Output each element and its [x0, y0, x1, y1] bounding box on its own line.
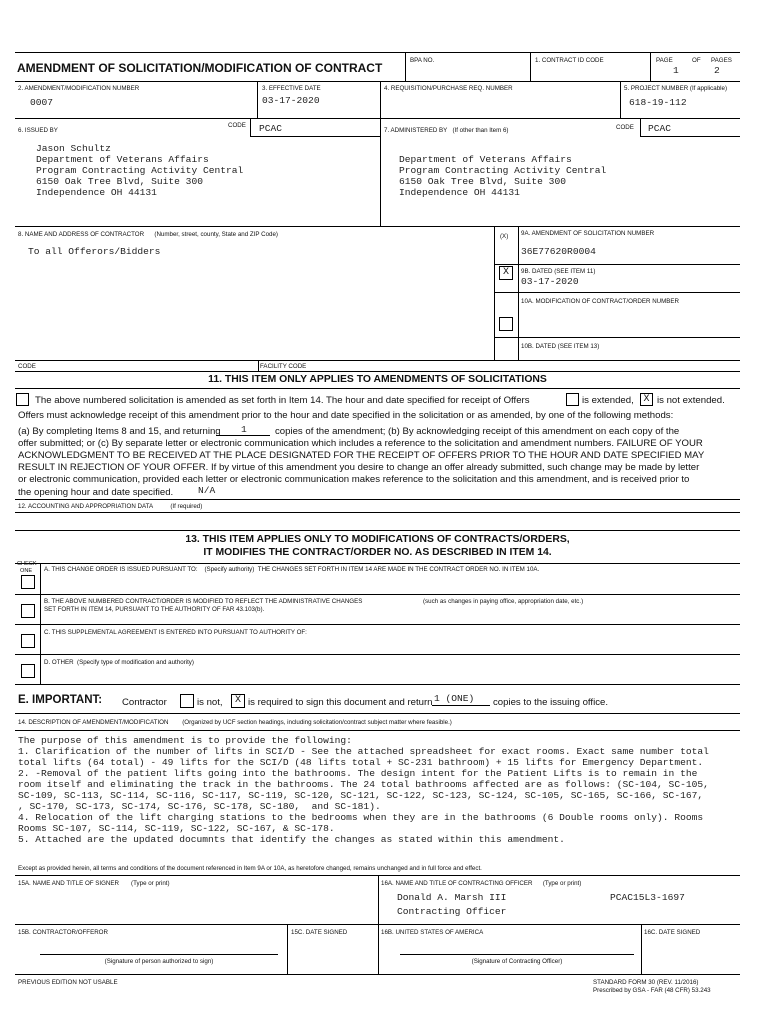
address-line: Department of Veterans Affairs: [399, 154, 572, 165]
administered-by-address: [399, 154, 606, 198]
accounting-value: N/A: [198, 485, 216, 496]
accounting-label-note: (If required): [170, 503, 203, 510]
amendment-number: 0007: [30, 97, 54, 108]
option-b-text-1: B. THE ABOVE NUMBERED CONTRACT/ORDER IS MODIFIED TO REFLECT THE ADMINISTRATIVE CHANGES: [44, 598, 363, 605]
accounting-label: [18, 503, 202, 510]
item11-line5: ACKNOWLEDGMENT TO BE RECEIVED AT THE PLACE DESIGNATED FOR THE RECEIPT OF OFFERS PRIOR TO THE HOUR AND DATE SPECIFIED MAY: [18, 450, 705, 461]
check-one-label-2: ONE: [20, 568, 33, 574]
signer-name-label-text: 15A. NAME AND TITLE OF SIGNER: [18, 880, 119, 887]
description-line: 2. -Removal of the patient lifts going into the bathrooms. The design intent for the Patient Lifts is to remain in the: [18, 768, 698, 779]
issued-by-label: 6. ISSUED BY: [18, 127, 58, 134]
modification-10a-checkbox[interactable]: [499, 317, 513, 331]
administered-by-label: [384, 127, 509, 134]
contractor-label: [18, 231, 278, 238]
dated-9b-checkbox[interactable]: X: [499, 266, 513, 280]
effective-date-label: 3. EFFECTIVE DATE: [262, 85, 321, 92]
description-line: 1. Clarification of the number of lifts in SCI/D - See the attached spreadsheet for exact rooms. Exact same number total: [18, 746, 709, 757]
accounting-label-text: 12. ACCOUNTING AND APPROPRIATION DATA: [18, 503, 154, 510]
issued-by-address: [36, 143, 243, 198]
contractor-date-label: 15C. DATE SIGNED: [291, 929, 348, 936]
item11-line3b: copies of the amendment; (b) By acknowledging receipt of this amendment on each copy of the: [275, 426, 680, 437]
address-line: Program Contracting Activity Central: [36, 165, 244, 176]
option-a-label: A. THIS CHANGE ORDER IS ISSUED PURSUANT TO:: [44, 566, 198, 573]
officer-signature-line[interactable]: [400, 954, 634, 955]
except-text: Except as provided herein, all terms and conditions of the document referenced in Item 9A or 10A, as heretofore changed, remains unchanged and in full force and effect.: [18, 865, 482, 872]
of-label: OF: [692, 57, 701, 64]
amendment-number-label: 2. AMENDMENT/MODIFICATION NUMBER: [18, 85, 140, 92]
administered-by-note: (If other than Item 6): [452, 127, 509, 134]
bpa-no-label: BPA NO.: [410, 57, 435, 64]
important-contractor: Contractor: [122, 697, 167, 708]
solicitation-amendment-label: 9A. AMENDMENT OF SOLICITATION NUMBER: [521, 230, 655, 237]
description-line: 4. Relocation of the lift charging stations to the bedrooms when they are in the bathrooms (6 Double rooms only). Rooms: [18, 812, 704, 823]
important-label: E. IMPORTANT:: [18, 694, 103, 706]
prescribed-by-label: Prescribed by GSA - FAR (48 CFR) 53.243: [593, 987, 711, 994]
contractor-signature-caption: (Signature of person authorized to sign): [104, 958, 214, 965]
contractor-offeror-label: 15B. CONTRACTOR/OFFEROR: [18, 929, 108, 936]
item13-heading-2: IT MODIFIES THE CONTRACT/ORDER NO. AS DESCRIBED IN ITEM 14.: [203, 547, 552, 558]
description-body: [18, 735, 709, 845]
copies-issuing-office: copies to the issuing office.: [493, 697, 609, 708]
check-one-label-1: CHECK: [17, 561, 37, 567]
not-extended-label: is not extended.: [657, 395, 725, 406]
item11-line6: RESULT IN REJECTION OF YOUR OFFER. If by virtue of this amendment you desire to change an offer already submitted, such change may be made by letter: [18, 462, 700, 473]
requisition-label: 4. REQUISITION/PURCHASE REQ. NUMBER: [384, 85, 513, 92]
project-number: 618-19-112: [629, 97, 687, 108]
is-not-label: is not,: [197, 697, 223, 708]
contractor-label-text: 8. NAME AND ADDRESS OF CONTRACTOR: [18, 231, 145, 238]
item11-line2: Offers must acknowledge receipt of this amendment prior to the hour and date specified in the solicitation or as amended, by one of the following methods:: [18, 410, 674, 421]
dated-9b-label: 9B. DATED (SEE ITEM 11): [521, 268, 596, 275]
option-b-text-2: SET FORTH IN ITEM 14, PURSUANT TO THE AUTHORITY OF FAR 43.103(b).: [44, 606, 265, 613]
pages-label: PAGES: [711, 57, 732, 64]
option-b-checkbox[interactable]: [21, 604, 35, 618]
description-line: total lifts (64 total) - 49 lifts for the SCI/D (48 lifts total + SC-231 bathroom) + 15 lifts for Emergency Department.: [18, 757, 704, 768]
form-title: AMENDMENT OF SOLICITATION/MODIFICATION OF CONTRACT: [17, 61, 383, 75]
pages-number: 2: [714, 65, 720, 76]
facility-code-label: FACILITY CODE: [260, 363, 307, 370]
contractor-signature-line[interactable]: [40, 954, 278, 955]
option-a-text: [44, 566, 539, 573]
return-copies: 1 (ONE): [434, 693, 475, 704]
is-extended-checkbox[interactable]: [566, 393, 579, 406]
address-line: 6150 Oak Tree Blvd, Suite 300: [36, 176, 203, 187]
previous-edition-note: PREVIOUS EDITION NOT USABLE: [18, 979, 118, 986]
officer-type-print: (Type or print): [542, 880, 582, 887]
option-d-note: (Specify type of modification and authority): [77, 659, 194, 666]
option-a-note: (Specify authority): [204, 566, 255, 573]
description-label: [18, 719, 452, 726]
option-b-note: (such as changes in paying office, appropriation date, etc.): [423, 598, 584, 605]
copies-count: 1: [241, 424, 247, 435]
admin-code: PCAC: [648, 123, 672, 134]
address-line: Program Contracting Activity Central: [399, 165, 607, 176]
officer-signature-caption: (Signature of Contracting Officer): [471, 958, 563, 965]
officer-name-label: [381, 880, 581, 887]
page-number: 1: [673, 65, 679, 76]
officer-title: Contracting Officer: [397, 906, 507, 917]
item11-line4: offer submitted; or (c) By separate letter or electronic communication which includes a reference to the solicitation and amendment numbers. FAILURE OF YOUR: [18, 438, 703, 449]
address-line: Independence OH 44131: [36, 187, 157, 198]
officer-code: PCAC15L3-1697: [610, 892, 685, 903]
item11-heading: 11. THIS ITEM ONLY APPLIES TO AMENDMENTS OF SOLICITATIONS: [208, 374, 547, 385]
issued-code: PCAC: [259, 123, 283, 134]
signer-type-print: (Type or print): [131, 880, 170, 887]
standard-form-label: STANDARD FORM 30 (REV. 11/2016): [593, 979, 699, 986]
is-extended-label: is extended,: [582, 395, 634, 406]
item11-line3a: (a) By completing Items 8 and 15, and returning: [18, 426, 221, 437]
dated-9b-value: 03-17-2020: [521, 276, 579, 287]
is-not-checkbox[interactable]: [180, 694, 194, 708]
project-number-label: 5. PROJECT NUMBER (If applicable): [624, 85, 728, 92]
option-c-checkbox[interactable]: [21, 634, 35, 648]
item13-heading-1: 13. THIS ITEM APPLIES ONLY TO MODIFICATIONS OF CONTRACTS/ORDERS,: [185, 534, 570, 545]
description-line: 5. Attached are the updated documnts that identify the changes as stated within this amendment.: [18, 834, 565, 845]
option-c-text: C. THIS SUPPLEMENTAL AGREEMENT IS ENTERED INTO PURSUANT TO AUTHORITY OF:: [44, 629, 307, 636]
description-label-text: 14. DESCRIPTION OF AMENDMENT/MODIFICATION: [18, 719, 169, 726]
is-required-checkbox[interactable]: X: [231, 694, 245, 708]
contractor-name: To all Offerors/Bidders: [28, 246, 161, 257]
description-line: room itself and eliminating the track in the bathrooms. The 24 total bathrooms affected are as follows: (SC-104, SC-105,: [18, 779, 709, 790]
officer-date-label: 16C. DATE SIGNED: [644, 929, 701, 936]
modification-10a-label: 10A. MODIFICATION OF CONTRACT/ORDER NUMBER: [521, 298, 680, 305]
description-line: , SC-170, SC-173, SC-174, SC-176, SC-178, SC-180, and SC-181).: [18, 801, 381, 812]
issued-code-label: CODE: [228, 122, 246, 129]
effective-date: 03-17-2020: [262, 95, 320, 106]
page-label: PAGE: [656, 57, 673, 64]
usa-label: 16B. UNITED STATES OF AMERICA: [381, 929, 484, 936]
officer-name-label-text: 16A. NAME AND TITLE OF CONTRACTING OFFICER: [381, 880, 533, 887]
option-d-text: [44, 659, 194, 666]
description-line: Rooms SC-107, SC-114, SC-119, SC-122, SC-167, & SC-178.: [18, 823, 335, 834]
option-a-label-2: THE CHANGES SET FORTH IN ITEM 14 ARE MADE IN THE CONTRACT ORDER NO. IN ITEM 10A.: [257, 566, 540, 573]
address-line: Independence OH 44131: [399, 187, 520, 198]
description-label-note: (Organized by UCF section headings, including solicitation/contract subject matter where feasible.): [182, 719, 452, 726]
option-a-checkbox[interactable]: [21, 575, 35, 589]
x-column-label: (X): [500, 233, 509, 240]
contract-id-label: 1. CONTRACT ID CODE: [535, 57, 604, 64]
dated-10b-label: 10B. DATED (SEE ITEM 13): [521, 343, 600, 350]
item11-line3: [18, 426, 221, 438]
solicitation-amended-checkbox[interactable]: [16, 393, 29, 406]
item11-line8: the opening hour and date specified.: [18, 487, 174, 498]
address-line: Department of Veterans Affairs: [36, 154, 209, 165]
item11-line7: or electronic communication, provided each letter or electronic communication makes reference to the solicitation and this amendment, and is received prior to: [18, 474, 690, 485]
address-line: Jason Schultz: [36, 143, 111, 154]
is-required-label: is required to sign this document and return: [248, 697, 433, 708]
description-line: The purpose of this amendment is to provide the following:: [18, 735, 352, 746]
contractor-label-note: (Number, street, county, State and ZIP Code): [154, 231, 278, 238]
option-d-label: D. OTHER: [44, 659, 74, 666]
description-line: SC-109, SC-113, SC-114, SC-116, SC-117, SC-119, SC-120, SC-121, SC-122, SC-123, SC-124, SC-105, SC-165, SC-166, SC-167,: [18, 790, 704, 801]
solicitation-amendment-number: 36E77620R0004: [521, 246, 596, 257]
not-extended-checkbox[interactable]: X: [640, 393, 653, 406]
code-label: CODE: [18, 363, 36, 370]
option-d-checkbox[interactable]: [21, 664, 35, 678]
officer-name: Donald A. Marsh III: [397, 892, 507, 903]
administered-by-text: 7. ADMINISTERED BY: [384, 127, 448, 134]
admin-code-label: CODE: [616, 124, 634, 131]
item11-line1: The above numbered solicitation is amended as set forth in Item 14. The hour and date specified for receipt of Offers: [35, 395, 530, 406]
signer-name-label: [18, 880, 170, 887]
address-line: 6150 Oak Tree Blvd, Suite 300: [399, 176, 566, 187]
